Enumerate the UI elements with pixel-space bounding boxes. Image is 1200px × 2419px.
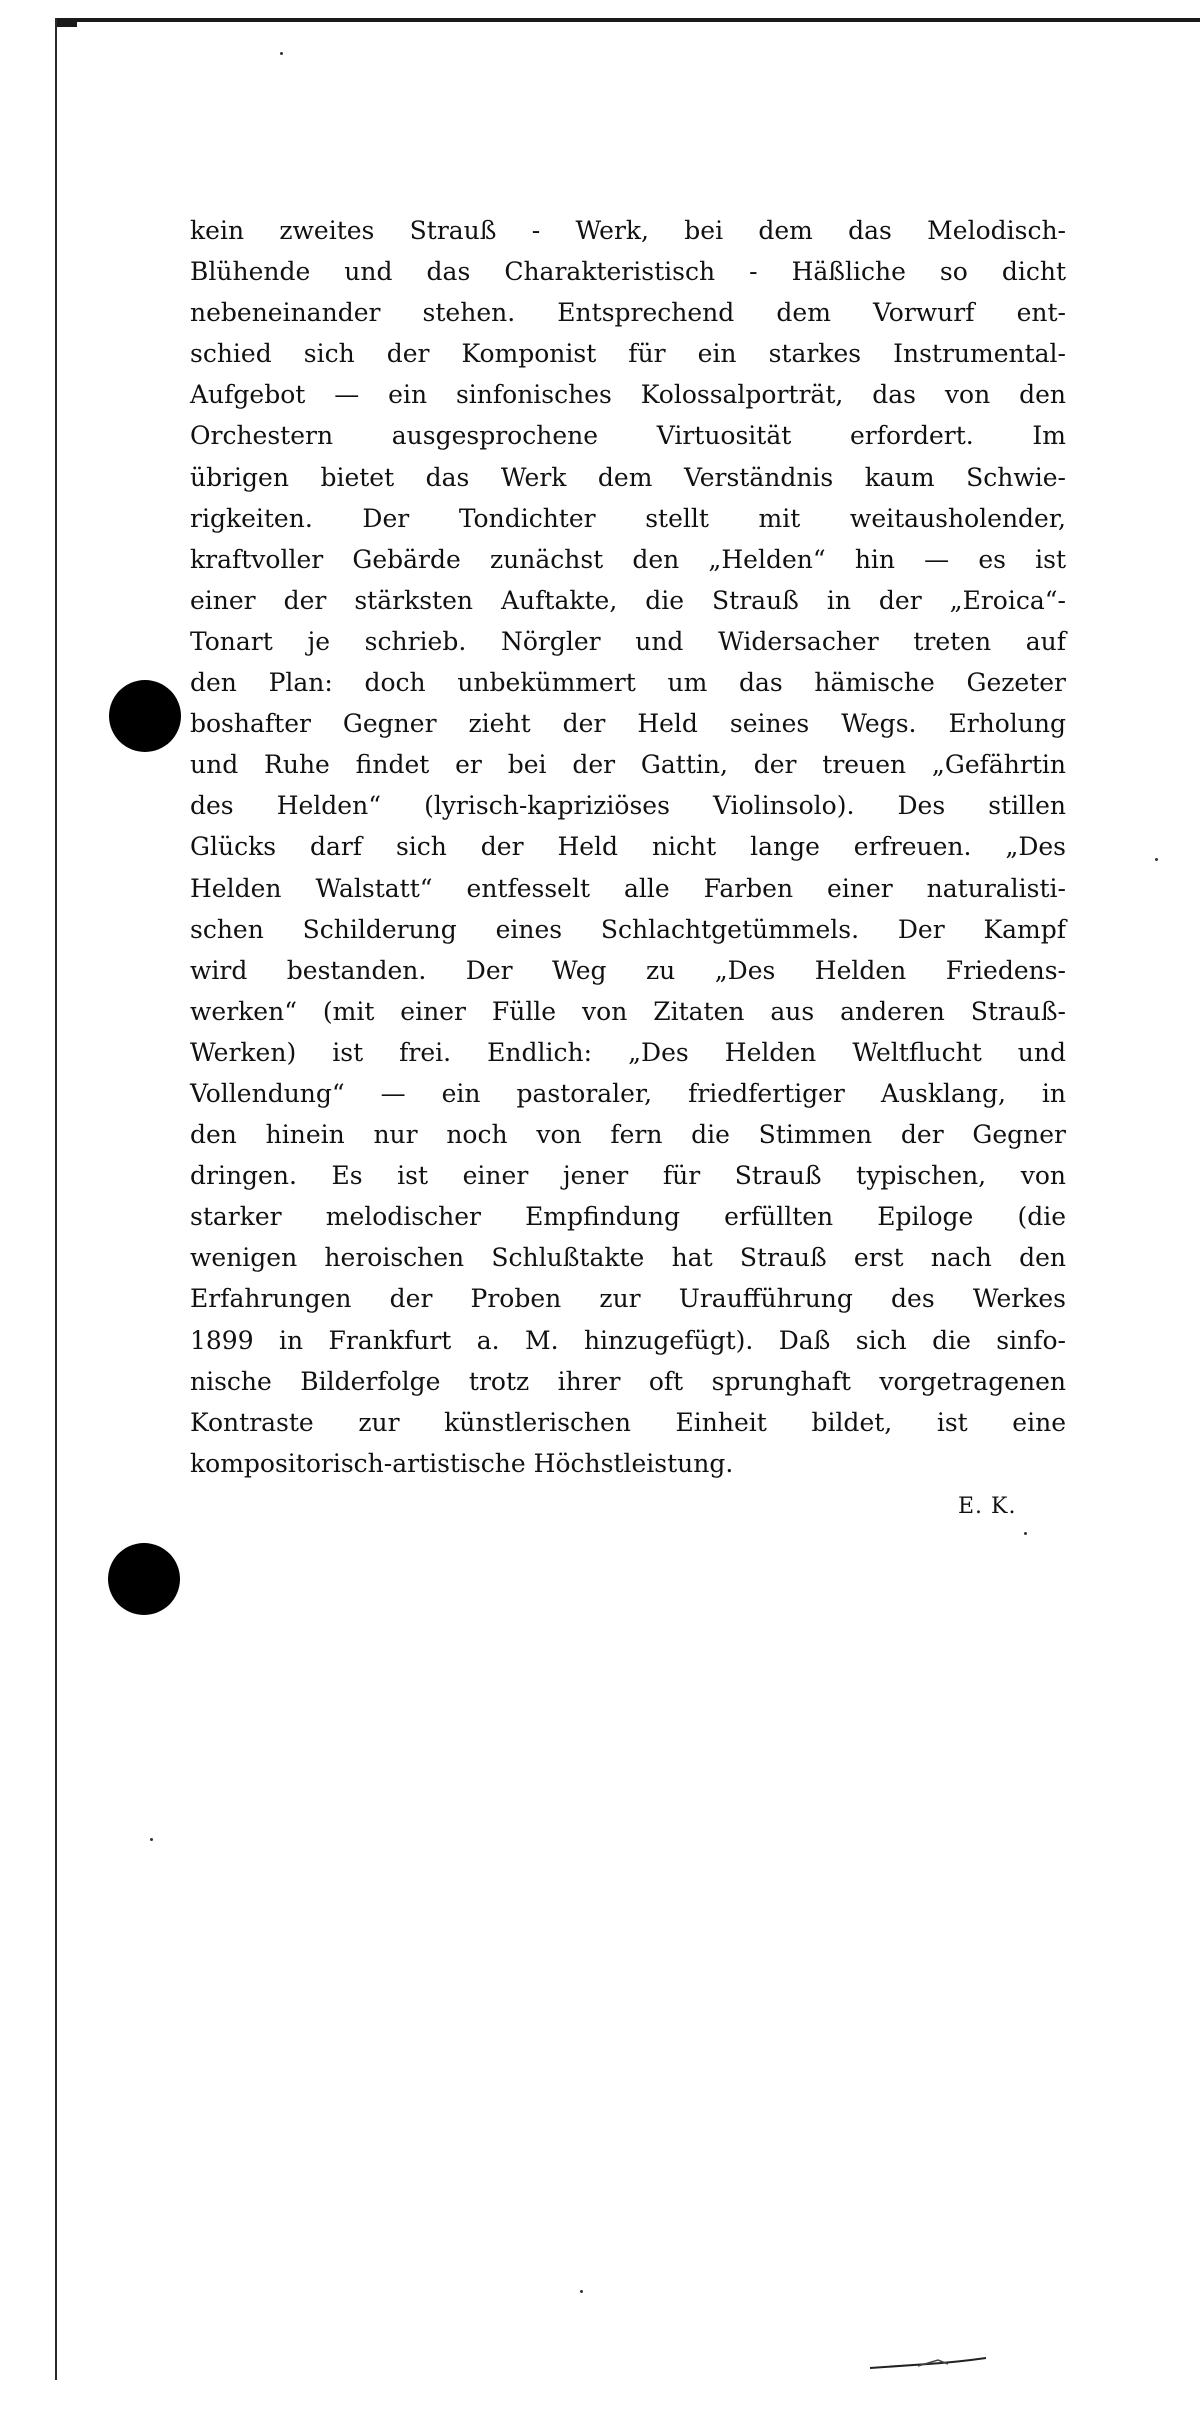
scan-speck — [1155, 858, 1158, 861]
text-line: Tonart je schrieb. Nörgler und Widersacher treten auf — [190, 626, 1066, 656]
scan-speck — [1024, 1532, 1027, 1535]
ink-scribble-mark — [868, 2354, 988, 2372]
punch-hole-upper — [109, 680, 181, 752]
text-line: werken“ (mit einer Fülle von Zitaten aus anderen Strauß- — [190, 996, 1066, 1026]
text-line: Glücks darf sich der Held nicht lange erfreuen. „Des — [190, 832, 1066, 862]
text-line: Vollendung“ — ein pastoraler, friedfertiger Ausklang, in — [190, 1078, 1066, 1108]
text-line: kompositorisch-artistische Höchstleistung. — [190, 1448, 734, 1478]
text-line: kein zweites Strauß - Werk, bei dem das Melodisch- — [190, 216, 1066, 245]
text-line: Aufgebot — ein sinfonisches Kolossalporträt, das von den — [190, 380, 1066, 410]
scan-speck — [150, 1838, 153, 1841]
text-line: wird bestanden. Der Weg zu „Des Helden Friedens- — [190, 955, 1066, 985]
top-edge-rule — [55, 18, 1200, 22]
text-line: schen Schilderung eines Schlachtgetümmels. Der Kampf — [190, 914, 1066, 944]
scan-speck — [280, 52, 283, 55]
author-initials: E. K. — [958, 1494, 1017, 1519]
text-line: Werken) ist frei. Endlich: „Des Helden Weltflucht und — [190, 1037, 1066, 1067]
text-line: Helden Walstatt“ entfesselt alle Farben einer naturalisti- — [190, 873, 1066, 903]
text-line: und Ruhe findet er bei der Gattin, der treuen „Gefährtin — [190, 750, 1066, 780]
text-line: den Plan: doch unbekümmert um das hämische Gezeter — [190, 668, 1066, 698]
text-line: nische Bilderfolge trotz ihrer oft sprunghaft vorgetragenen — [190, 1366, 1066, 1396]
text-line: rigkeiten. Der Tondichter stellt mit weitausholender, — [190, 503, 1066, 533]
text-line: 1899 in Frankfurt a. M. hinzugefügt). Daß sich die sinfo- — [190, 1325, 1066, 1355]
text-line: einer der stärksten Auftakte, die Strauß in der „Eroica“- — [190, 585, 1066, 615]
punch-hole-lower — [108, 1543, 180, 1615]
article-body-text — [190, 210, 1066, 1484]
text-line: Erfahrungen der Proben zur Uraufführung des Werkes — [190, 1284, 1066, 1314]
text-line: des Helden“ (lyrisch-kapriziöses Violinsolo). Des stillen — [190, 791, 1066, 821]
text-line: Kontraste zur künstlerischen Einheit bildet, ist eine — [190, 1407, 1066, 1437]
text-line: schied sich der Komponist für ein starkes Instrumental- — [190, 339, 1066, 369]
text-line: Blühende und das Charakteristisch - Häßliche so dicht — [190, 257, 1066, 287]
text-line: den hinein nur noch von fern die Stimmen der Gegner — [190, 1120, 1066, 1150]
top-edge-mark — [55, 18, 77, 27]
text-line: starker melodischer Empfindung erfüllten Epiloge (die — [190, 1202, 1066, 1232]
text-line: dringen. Es ist einer jener für Strauß typischen, von — [190, 1161, 1066, 1191]
scan-speck — [580, 2290, 583, 2293]
text-line: nebeneinander stehen. Entsprechend dem Vorwurf ent- — [190, 298, 1066, 328]
text-line: kraftvoller Gebärde zunächst den „Helden“ hin — es ist — [190, 544, 1066, 574]
text-line: Orchestern ausgesprochene Virtuosität erfordert. Im — [190, 421, 1066, 451]
left-edge-rule — [55, 18, 57, 2380]
text-line: boshafter Gegner zieht der Held seines Wegs. Erholung — [190, 709, 1066, 739]
text-line: wenigen heroischen Schlußtakte hat Strauß erst nach den — [190, 1243, 1066, 1273]
text-line: übrigen bietet das Werk dem Verständnis kaum Schwie- — [190, 462, 1066, 492]
